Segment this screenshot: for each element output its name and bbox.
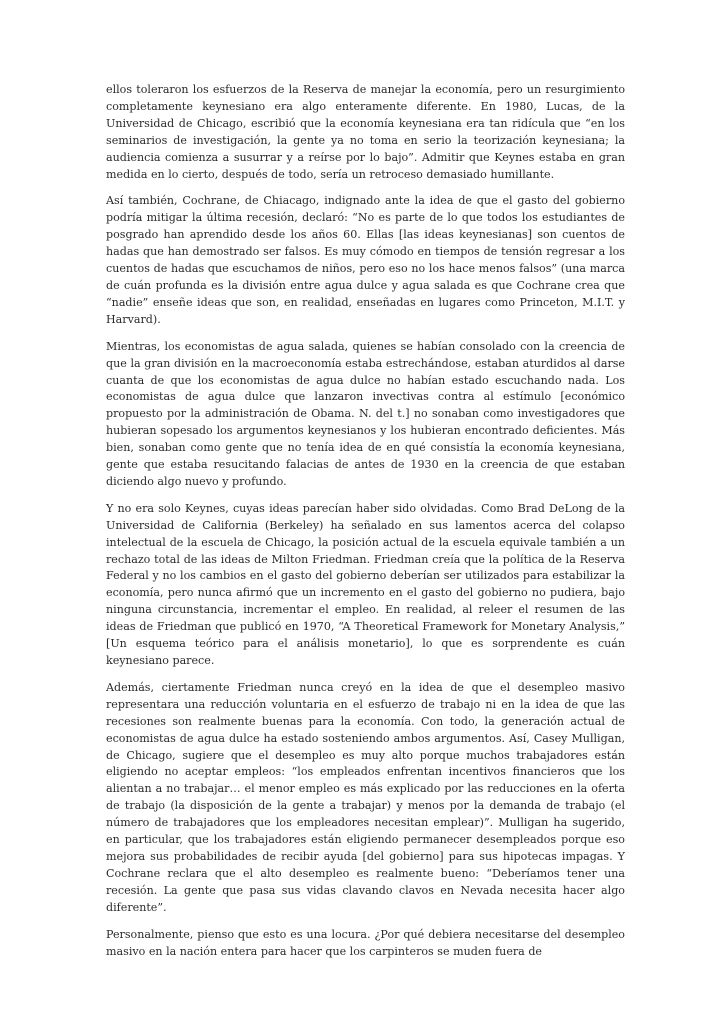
- paragraph-1: ellos toleraron los esfuerzos de la Reserva de manejar la economía, pero un resurgimiento completamente keynesiano era algo enteramente diferente. En 1980, Lucas, de la Universidad de Chicago, escribió que la economía keynesiana era tan ridícula que “en los seminarios de investigación, la gente ya no toma en serio la teorización keynesiana; la audiencia comienza a susurrar y a reírse por lo bajo”. Admitir que Keynes estaba en gran medida en lo cierto, después de todo, sería un retroceso demasiado humillante.: [106, 83, 625, 181]
- paragraph-3: Mientras, los economistas de agua salada, quienes se habían consolado con la creencia de que la gran división en la macroeconomía estaba estrechándose, estaban aturdidos al darse cuanta de que los economistas de agua dulce no habían estado escuchando nada. Los economistas de agua dulce que lanzaron invectivas contra al estímulo [económico propuesto por la administración de Obama. N. del t.] no sonaban como investigadores que hubieran sopesado los argumentos keynesianos y los hubieran encontrado deficientes. Más bien, sonaban como gente que no tenía idea de en qué consistía la economía keynesiana, gente que estaba resucitando falacias de antes de 1930 en la creencia de que estaban diciendo algo nuevo y profundo.: [106, 339, 625, 488]
- paragraph-2: Así también, Cochrane, de Chiacago, indignado ante la idea de que el gasto del gobierno podría mitigar la última recesión, declaró: “No es parte de lo que todos los estudiantes de posgrado han aprendido desde los años 60. Ellas [las ideas keynesianas] son cuentos de hadas que han demostrado ser falsos. Es muy cómodo en tiempos de tensión regresar a los cuentos de hadas que escuchamos de niños, pero eso no los hace menos falsos” (una marca de cuán profunda es la división entre agua dulce y agua salada es que Cochrane crea que “nadie” enseñe ideas que son, en realidad, enseñadas en lugares como Princeton, M.I.T. y Harvard).: [106, 194, 625, 326]
- paragraph-5: Además, ciertamente Friedman nunca creyó en la idea de que el desempleo masivo representara una reducción voluntaria en el esfuerzo de trabajo ni en la idea de que las recesiones son realmente buenas para la economía. Con todo, la generación actual de economistas de agua dulce ha estado sosteniendo ambos argumentos. Así, Casey Mulligan, de Chicago, sugiere que el desempleo es muy alto porque muchos trabajadores están eligiendo no aceptar empleos: “los empleados enfrentan incentivos financieros que los alientan a no trabajar… el menor empleo es más explicado por las reducciones en la oferta de trabajo (la disposición de la gente a trabajar) y menos por la demanda de trabajo (el número de trabajadores que los empleadores necesitan emplear)”. Mulligan ha sugerido, en particular, que los trabajadores están eligiendo permanecer desempleados porque eso mejora sus probabilidades de recibir ayuda [del gobierno] para sus hipotecas impagas. Y Cochrane reclara que el alto desempleo es realmente bueno: “Deberíamos tener una recesión. La gente que pasa sus vidas clavando clavos en Nevada necesita hacer algo diferente”.: [106, 680, 625, 914]
- paragraph-4: Y no era solo Keynes, cuyas ideas parecían haber sido olvidadas. Como Brad DeLong de la Universidad de California (Berkeley) ha señalado en sus lamentos acerca del colapso intelectual de la escuela de Chicago, la posición actual de la escuela equivale también a un rechazo total de las ideas de Milton Friedman. Friedman creía que la política de la Reserva Federal y no los cambios en el gasto del gobierno deberían ser utilizados para estabilizar la economía, pero nunca afirmó que un incremento en el gasto del gobierno no pudiera, bajo ninguna circunstancia, incrementar el empleo. En realidad, al releer el resumen de las ideas de Friedman que publicó en 1970, “A Theoretical Framework for Monetary Analysis,” [Un esquema teórico para el análisis monetario], lo que es sorprendente es cuán keynesiano parece.: [106, 501, 625, 667]
- paragraph-6: Personalmente, pienso que esto es una locura. ¿Por qué debiera necesitarse del desempleo masivo en la nación entera para hacer que los carpinteros se muden fuera de: [106, 927, 625, 958]
- document-page: [106, 82, 625, 970]
